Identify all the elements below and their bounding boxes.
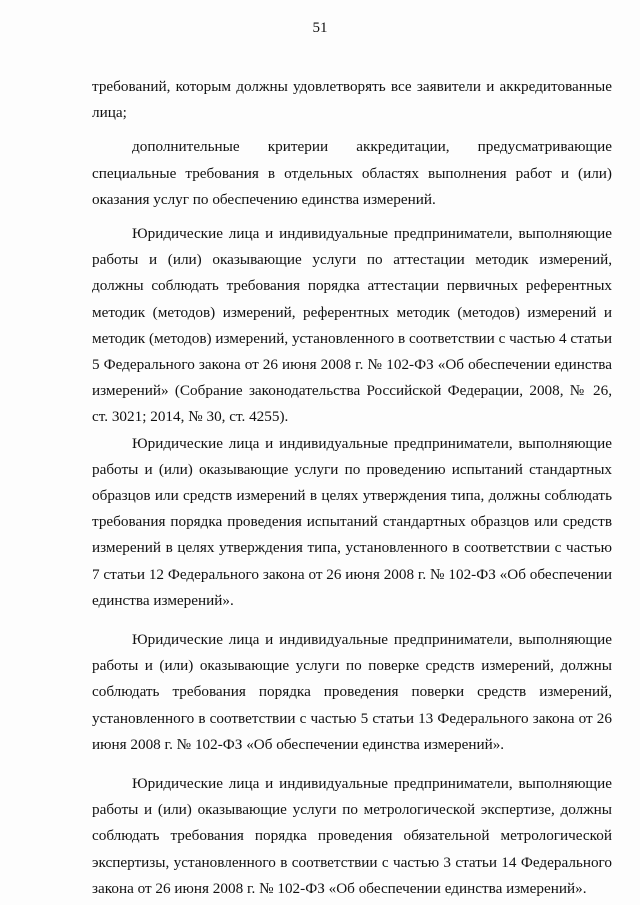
paragraph-measurement-methods-attestation: Юридические лица и индивидуальные предприниматели, выполняющие работы и (или) оказывающие услуги по аттестации методик измерений, должны соблюдать требования порядка аттестации первичных референтных методик (методов) измерений, референтных методик (методов) измерений и методик (методов) измерений, установленного в соответствии с частью 4 статьи 5 Федерального закона от 26 июня 2008 г. № 102-ФЗ «Об обеспечении единства измерений» (Собрание законодательства Российской Федерации, 2008, № 26, ст. 3021; 2014, № 30, ст. 4255).	[92, 225, 612, 426]
page-number: 51	[312, 20, 328, 36]
document-body	[92, 74, 612, 902]
paragraph-type-approval-testing: Юридические лица и индивидуальные предприниматели, выполняющие работы и (или) оказывающие услуги по проведению испытаний стандартных образцов или средств измерений в целях утверждения типа, должны соблюдать требования порядка проведения испытаний стандартных образцов или средств измерений в целях утверждения типа, установленного в соответствии с частью 7 статьи 12 Федерального закона от 26 июня 2008 г. № 102-ФЗ «Об обеспечении единства измерений».	[92, 434, 612, 609]
paragraph-additional-criteria: дополнительные критерии аккредитации, предусматривающие специальные требования в отдельных областях выполнения работ и (или) оказания услуг по обеспечению единства измерений.	[92, 138, 612, 208]
paragraph-verification: Юридические лица и индивидуальные предприниматели, выполняющие работы и (или) оказывающие услуги по поверке средств измерений, должны соблюдать требования порядка проведения поверки средств измерений, установленного в соответствии с частью 5 статьи 13 Федерального закона от 26 июня 2008 г. № 102-ФЗ «Об обеспечении единства измерений».	[92, 631, 612, 753]
paragraph-requirements-continuation: требований, которым должны удовлетворять все заявители и аккредитованные лица;	[92, 78, 612, 122]
paragraph-metrological-expertise: Юридические лица и индивидуальные предприниматели, выполняющие работы и (или) оказывающие услуги по метрологической экспертизе, должны соблюдать требования порядка проведения обязательной метрологической экспертизы, установленного в соответствии с частью 3 статьи 14 Федерального закона от 26 июня 2008 г. № 102-ФЗ «Об обеспечении единства измерений».	[92, 775, 612, 897]
